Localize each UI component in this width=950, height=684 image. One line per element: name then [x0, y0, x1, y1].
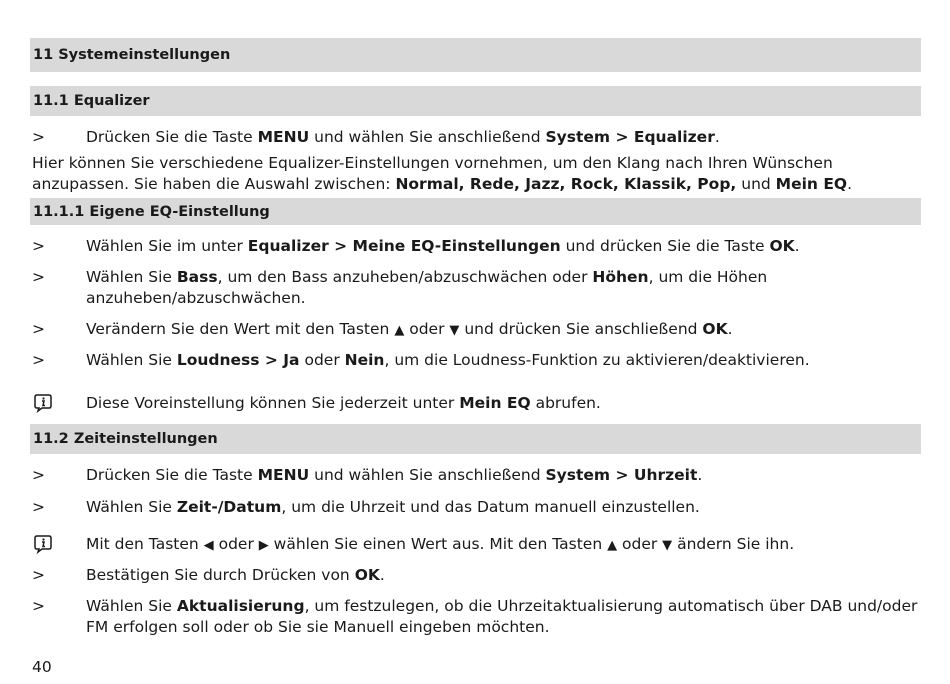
step-text: Wählen Sie im unter Equalizer > Meine EQ-Einstellungen und drücken Sie die Taste OK.	[86, 237, 800, 255]
heading-text: 11.1.1 Eigene EQ-Einstellung	[33, 203, 270, 220]
heading-text: 11.1 Equalizer	[33, 93, 150, 109]
section-heading-11-2	[30, 424, 921, 454]
bullet-marker: >	[32, 268, 45, 286]
right-arrow-icon: ▶	[258, 538, 269, 553]
step-text: Wählen Sie Zeit-/Datum, um die Uhrzeit und das Datum manuell einzustellen.	[86, 498, 700, 516]
eq-paragraph-line-1: Hier können Sie verschiedene Equalizer-Einstellungen vornehmen, um den Klang nach Ihren Wünschen	[32, 154, 833, 172]
up-arrow-icon: ▲	[607, 538, 618, 553]
section-heading-11-1	[30, 86, 921, 116]
note-text: Diese Voreinstellung können Sie jederzeit unter Mein EQ abrufen.	[86, 394, 601, 412]
step-text: Verändern Sie den Wert mit den Tasten ▲ oder ▼ und drücken Sie anschließend OK.	[86, 320, 733, 338]
section-heading-11	[30, 38, 921, 72]
bullet-marker: >	[32, 128, 45, 146]
eq-paragraph-line-2: anzupassen. Sie haben die Auswahl zwischen: Normal, Rede, Jazz, Rock, Klassik, Pop, und Mein EQ.	[32, 175, 853, 193]
bullet-marker: >	[32, 237, 45, 255]
bullet-marker: >	[32, 320, 45, 338]
step-text: Drücken Sie die Taste MENU und wählen Sie anschließend System > Equalizer.	[86, 128, 720, 146]
section-heading-11-1-1	[30, 198, 921, 225]
step-text: Wählen Sie Bass, um den Bass anzuheben/abzuschwächen oder Höhen, um die Höhen anzuheben/abzuschwächen.	[86, 268, 768, 307]
step-text: Wählen Sie Loudness > Ja oder Nein, um die Loudness-Funktion zu aktivieren/deaktivieren.	[86, 351, 810, 369]
bullet-marker: >	[32, 566, 45, 584]
up-arrow-icon: ▲	[394, 323, 405, 338]
info-icon	[33, 534, 53, 554]
down-arrow-icon: ▼	[449, 323, 460, 338]
note-text: Mit den Tasten ◀ oder ▶ wählen Sie einen Wert aus. Mit den Tasten ▲ oder ▼ ändern Sie ihn.	[86, 535, 795, 553]
bullet-marker: >	[32, 351, 45, 369]
heading-text: 11.2 Zeiteinstellungen	[33, 431, 218, 447]
step-text: Drücken Sie die Taste MENU und wählen Sie anschließend System > Uhrzeit.	[86, 466, 703, 484]
step-text: Wählen Sie Aktualisierung, um festzulegen, ob die Uhrzeitaktualisierung automatisch über DAB und/oder FM erfolgen soll oder ob Sie sie Manuell eingeben möchten.	[86, 597, 918, 636]
heading-text: 11 Systemeinstellungen	[33, 47, 231, 63]
bullet-marker: >	[32, 597, 45, 615]
page-number: 40	[32, 658, 52, 676]
bullet-marker: >	[32, 466, 45, 484]
left-arrow-icon: ◀	[203, 538, 214, 553]
info-icon	[33, 393, 53, 413]
bullet-marker: >	[32, 498, 45, 516]
step-text: Bestätigen Sie durch Drücken von OK.	[86, 566, 385, 584]
down-arrow-icon: ▼	[662, 538, 673, 553]
